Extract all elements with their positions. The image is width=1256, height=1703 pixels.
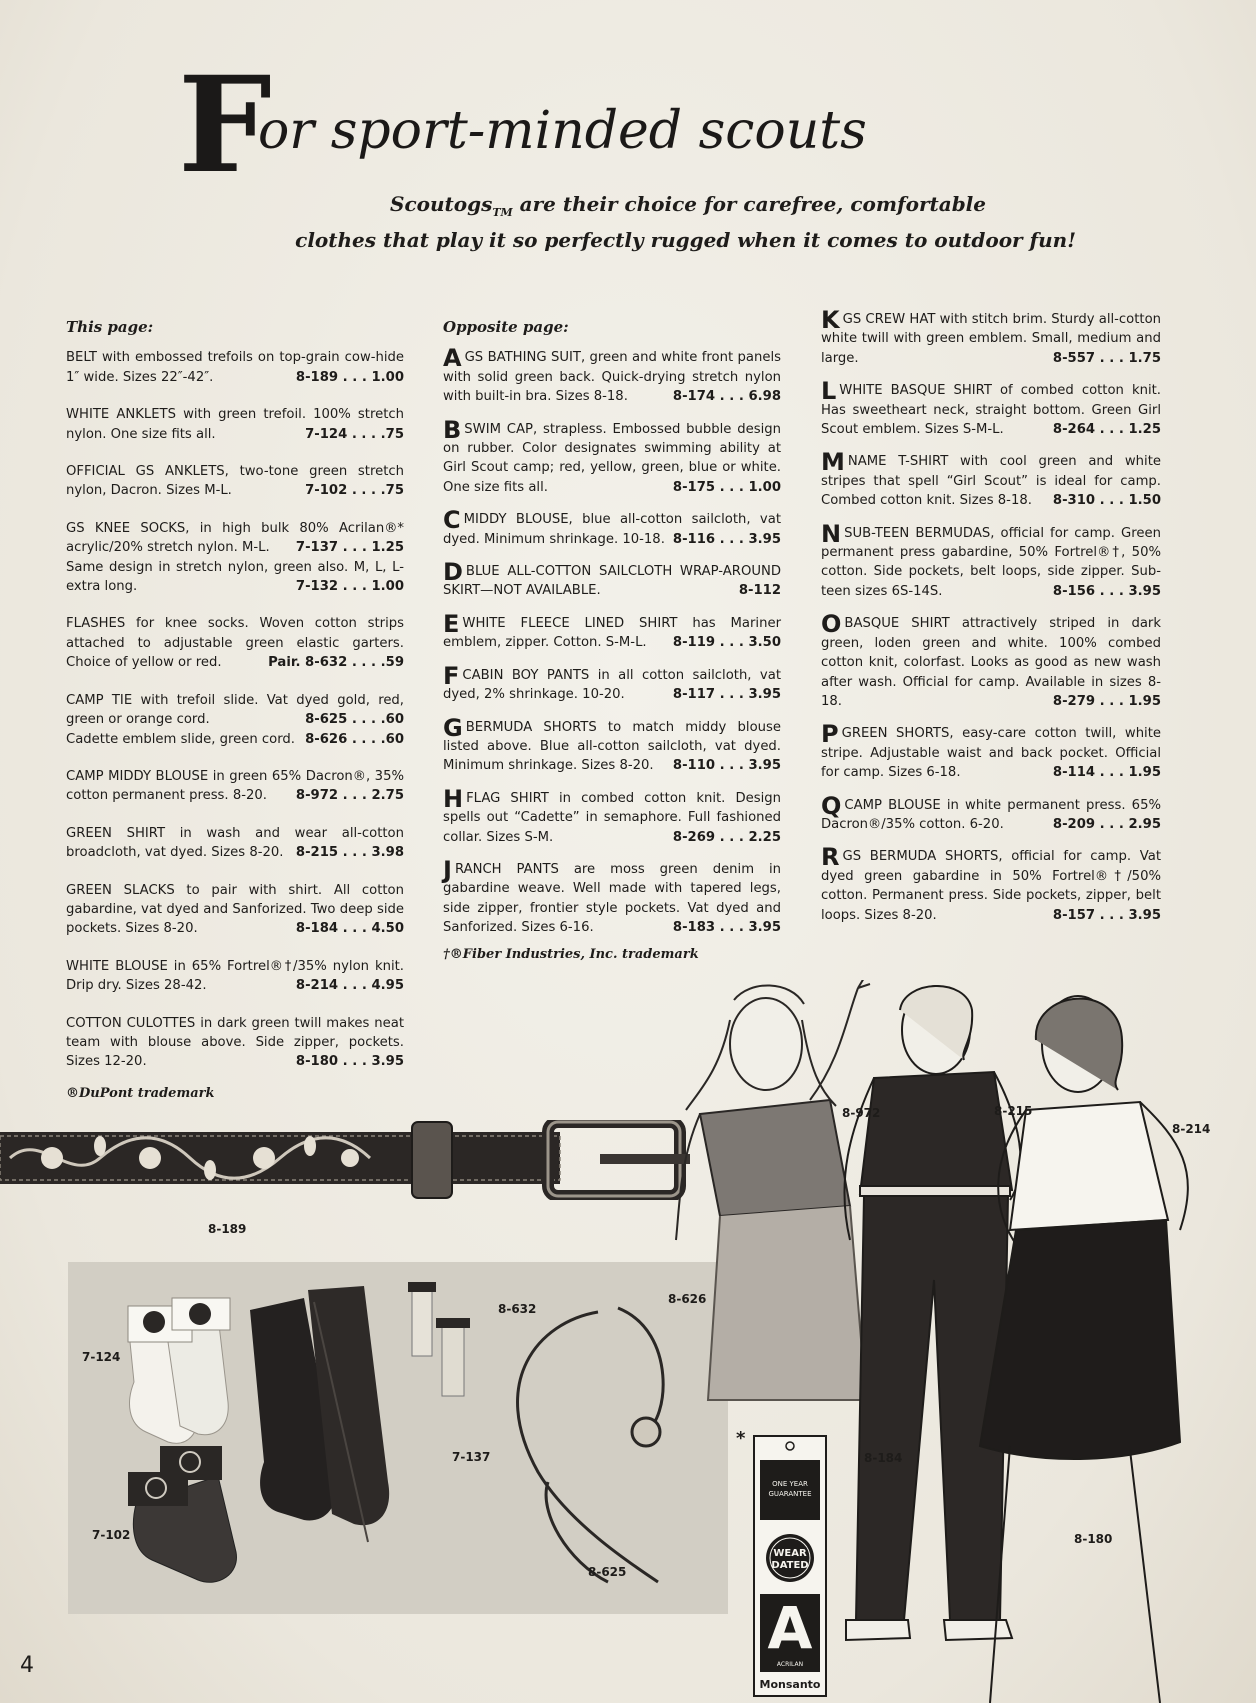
item-letter: N [821,519,842,548]
tag-acrilan-letter: A [767,1594,813,1662]
item-letter: C [443,506,461,535]
price: 8-184 . . . 4.50 [295,921,404,937]
item-letter: B [443,415,462,444]
brand-name: Scoutogs [390,192,493,216]
subheadline-line-1 [86,192,986,219]
price: 8-215 . . . 3.98 [295,845,404,861]
shirt-code: 8-215 [994,1104,1033,1118]
list-item: EWHITE FLEECE LINED SHIRT has Mariner emblem, zipper. Cotton. S-M-L. 8-119 . . . 3.50 [443,614,781,653]
price: 8-269 . . . 2.25 [672,829,781,845]
price: 8-625 . . . .60 [305,712,404,728]
trademark-mark: TM [492,206,513,219]
blouse-code: 8-214 [1172,1122,1211,1136]
list-item: OBASQUE SHIRT attractively striped in dark green, loden green and white. 100% combed cotton knit, colorfast. Looks as good as new wash after wash. Official for camp. Available in sizes 8-18. 8-279 . . . 1.95 [821,614,1161,711]
list-item: FCABIN BOY PANTS in all cotton sailcloth, vat dyed, 2% shrinkage. 10-20. 8-117 . . . 3.95 [443,666,781,705]
tag-guarantee-line-1: ONE YEAR [772,1480,808,1488]
footnote: †®Fiber Industries, Inc. trademark [443,946,699,962]
page-number: 4 [20,1653,34,1678]
item-letter: H [443,784,464,813]
item-letter: P [821,720,839,749]
gs-anklets-code: 7-102 [92,1528,131,1542]
item-letter: E [443,609,460,638]
socks-accessories-photo [68,1262,728,1614]
price: 8-180 . . . 3.95 [295,1054,404,1070]
white-anklets-code: 7-124 [82,1350,121,1364]
price: Pair. 8-632 . . . .59 [268,655,404,671]
slacks-code: 8-184 [864,1451,903,1465]
tag-maker: Monsanto [759,1678,821,1691]
list-item: CMIDDY BLOUSE, blue all-cotton sailcloth, vat dyed. Minimum shrinkage. 10-18. 8-116 . . . 3.95 [443,510,781,549]
item-letter: M [821,448,845,477]
tag-brand: ACRILAN [776,1661,804,1668]
list-item: RGS BERMUDA SHORTS, official for camp. Vat dyed green gabardine in 50% Fortrel®†/50% cotton. Permanent press. Side pockets, zipper, belt loops. Sizes 8-20. 8-157 . . . 3.95 [821,847,1161,925]
list-item: LWHITE BASQUE SHIRT of combed cotton knit. Has sweetheart neck, straight bottom. Green Girl Scout emblem. Sizes S-M-L. 8-264 . . . 1.25 [821,381,1161,439]
price: 8-119 . . . 3.50 [672,635,781,651]
price: 8-114 . . . 1.95 [1052,765,1161,781]
tag-guarantee-line-2: GUARANTEE [768,1490,812,1498]
opposite-page-column-2 [821,306,1161,938]
list-item-extra: Same design in stretch nylon, green also. M, L, L-extra long. [66,559,404,595]
item-letter: F [443,661,460,690]
list-item: WHITE BLOUSE in 65% Fortrel®†/35% nylon knit. Drip dry. Sizes 28-42. 8-214 . . . 4.95 [66,957,404,996]
list-item: PGREEN SHORTS, easy-care cotton twill, white stripe. Adjustable waist and back pocket. Official for camp. Sizes 6-18. 8-114 . . . 1.95 [821,724,1161,782]
list-item: BSWIM CAP, strapless. Embossed bubble design on rubber. Color designates swimming ability at Girl Scout camp; red, yellow, green, blue or white. One size fits all. 8-175 . . . 1.00 [443,420,781,498]
footnote: ®DuPont trademark [66,1085,215,1101]
middy-code: 8-972 [842,1106,881,1120]
column-heading: Opposite page: [443,318,569,336]
list-item: HFLAG SHIRT in combed cotton knit. Design spells out “Cadette” in semaphore. Full fashioned collar. Sizes S-M. 8-269 . . . 2.25 [443,789,781,847]
list-item: JRANCH PANTS are moss green denim in gabardine weave. Well made with tapered legs, side zipper, frontier style pockets. Vat dyed and Sanforized. Sizes 6-16. 8-183 . . . 3.95 [443,860,781,938]
price: 7-124 . . . .75 [305,426,404,442]
item-letter: A [443,344,462,373]
list-item: BELT with embossed trefoils on top-grain cow-hide 1″ wide. Sizes 22″-42″. 8-189 . . . 1.00 [66,348,404,387]
price: 8-112 [738,583,781,599]
this-page-column [66,318,404,1103]
tie-code: 8-625 [588,1565,627,1579]
item-letter: D [443,558,463,587]
list-item: COTTON CULOTTES in dark green twill makes neat team with blouse above. Side zipper, pockets. Sizes 12-20. 8-180 . . . 3.95 [66,1014,404,1072]
list-item: MNAME T-SHIRT with cool green and white stripes that spell “Girl Scout” is ideal for camp. Combed cotton knit. Sizes 8-18. 8-310 . . . 1.50 [821,452,1161,510]
belt-code: 8-189 [208,1222,247,1236]
knee-socks-code: 7-137 [452,1450,491,1464]
list-item: GS KNEE SOCKS, in high bulk 80% Acrilan®* acrylic/20% stretch nylon. M-L. 7-137 . . . 1.25 Same design in stretch nylon, green also. M, L, L-extra long. 7-132 . . . 1.00 [66,519,404,597]
price: 8-174 . . . 6.98 [672,389,781,405]
girls-fashion-illustration [660,980,1256,1703]
price: 8-189 . . . 1.00 [295,369,404,385]
flashes-code: 8-632 [498,1302,537,1316]
list-item: DBLUE ALL-COTTON SAILCLOTH WRAP-AROUND SKIRT—NOT AVAILABLE. 8-112 [443,562,781,601]
subheadline-line-2: clothes that play it so perfectly rugged when it comes to outdoor fun! [295,228,1076,252]
list-item: FLASHES for knee socks. Woven cotton strips attached to adjustable green elastic garters. Choice of yellow or red. Pair. 8-632 . . . .59 [66,614,404,672]
list-item: GREEN SLACKS to pair with shirt. All cotton gabardine, vat dyed and Sanforized. Two deep side pockets. Sizes 8-20. 8-184 . . . 4.50 [66,881,404,939]
tag-seal-line-2: DATED [771,1560,809,1571]
price: 8-117 . . . 3.95 [672,687,781,703]
list-item: GREEN SHIRT in wash and wear all-cotton broadcloth, vat dyed. Sizes 8-20. 8-215 . . . 3.98 [66,824,404,863]
price: 8-156 . . . 3.95 [1052,583,1161,599]
belt-illustration [0,1120,700,1200]
price: 8-557 . . . 1.75 [1052,350,1161,366]
list-item: CAMP TIE with trefoil slide. Vat dyed gold, red, green or orange cord. 8-625 . . . .60 Cadette emblem slide, green cord. 8-626 . . . .60 [66,691,404,749]
price: 8-157 . . . 3.95 [1052,907,1161,923]
item-letter: O [821,610,842,639]
price: 8-310 . . . 1.50 [1052,493,1161,509]
price: 7-137 . . . 1.25 [295,540,404,556]
list-item: NSUB-TEEN BERMUDAS, official for camp. Green permanent press gabardine, 50% Fortrel®†, 50% cotton. Side pockets, belt loops, side zipper. Sub-teen sizes 6S-14S. 8-156 . . . 3.95 [821,524,1161,602]
price: 8-116 . . . 3.95 [672,531,781,547]
subheadline-text-1: are their choice for carefree, comfortable [519,192,986,216]
tag-seal-line-1: WEAR [773,1548,807,1559]
price: 8-183 . . . 3.95 [672,920,781,936]
list-item: QCAMP BLOUSE in white permanent press. 65% Dacron®/35% cotton. 6-20. 8-209 . . . 2.95 [821,796,1161,835]
list-item: OFFICIAL GS ANKLETS, two-tone green stretch nylon, Dacron. Sizes M-L. 7-102 . . . .75 [66,462,404,501]
price: 8-279 . . . 1.95 [1052,693,1161,709]
list-item: WHITE ANKLETS with green trefoil. 100% stretch nylon. One size fits all. 7-124 . . . .75 [66,405,404,444]
list-item: GBERMUDA SHORTS to match middy blouse listed above. Blue all-cotton sailcloth, vat dyed. Minimum shrinkage. Sizes 8-20. 8-110 . . . 3.95 [443,718,781,776]
price: 8-110 . . . 3.95 [672,758,781,774]
column-heading: This page: [66,318,154,336]
price: 7-102 . . . .75 [305,483,404,499]
item-letter: J [443,855,452,884]
item-letter: Q [821,791,842,820]
price: 8-972 . . . 2.75 [295,788,404,804]
headline: or sport-minded scouts [258,101,867,161]
price: 8-264 . . . 1.25 [1052,422,1161,438]
asterisk-mark: * [736,1428,746,1449]
culottes-code: 8-180 [1074,1532,1113,1546]
opposite-page-column [443,318,781,964]
price: 8-209 . . . 2.95 [1052,816,1161,832]
item-letter: L [821,377,837,406]
list-item-extra: Cadette emblem slide, green cord. [66,731,295,747]
price: 8-214 . . . 4.95 [295,978,404,994]
socks-illustration [68,1262,728,1614]
list-item: KGS CREW HAT with stitch brim. Sturdy all-cotton white twill with green emblem. Small, medium and large. 8-557 . . . 1.75 [821,310,1161,368]
price: 7-132 . . . 1.00 [295,579,404,595]
headline-initial: F [178,48,268,203]
price: 8-175 . . . 1.00 [672,479,781,495]
price: 8-626 . . . .60 [305,731,404,747]
item-letter: G [443,713,463,742]
item-letter: R [821,843,840,872]
list-item: AGS BATHING SUIT, green and white front panels with solid green back. Quick-drying stretch nylon with built-in bra. Sizes 8-18. 8-174 . . . 6.98 [443,348,781,406]
item-letter: K [821,306,840,334]
tie-slide-code: 8-626 [668,1292,707,1306]
list-item: CAMP MIDDY BLOUSE in green 65% Dacron®, 35% cotton permanent press. 8-20. 8-972 . . . 2.75 [66,767,404,806]
